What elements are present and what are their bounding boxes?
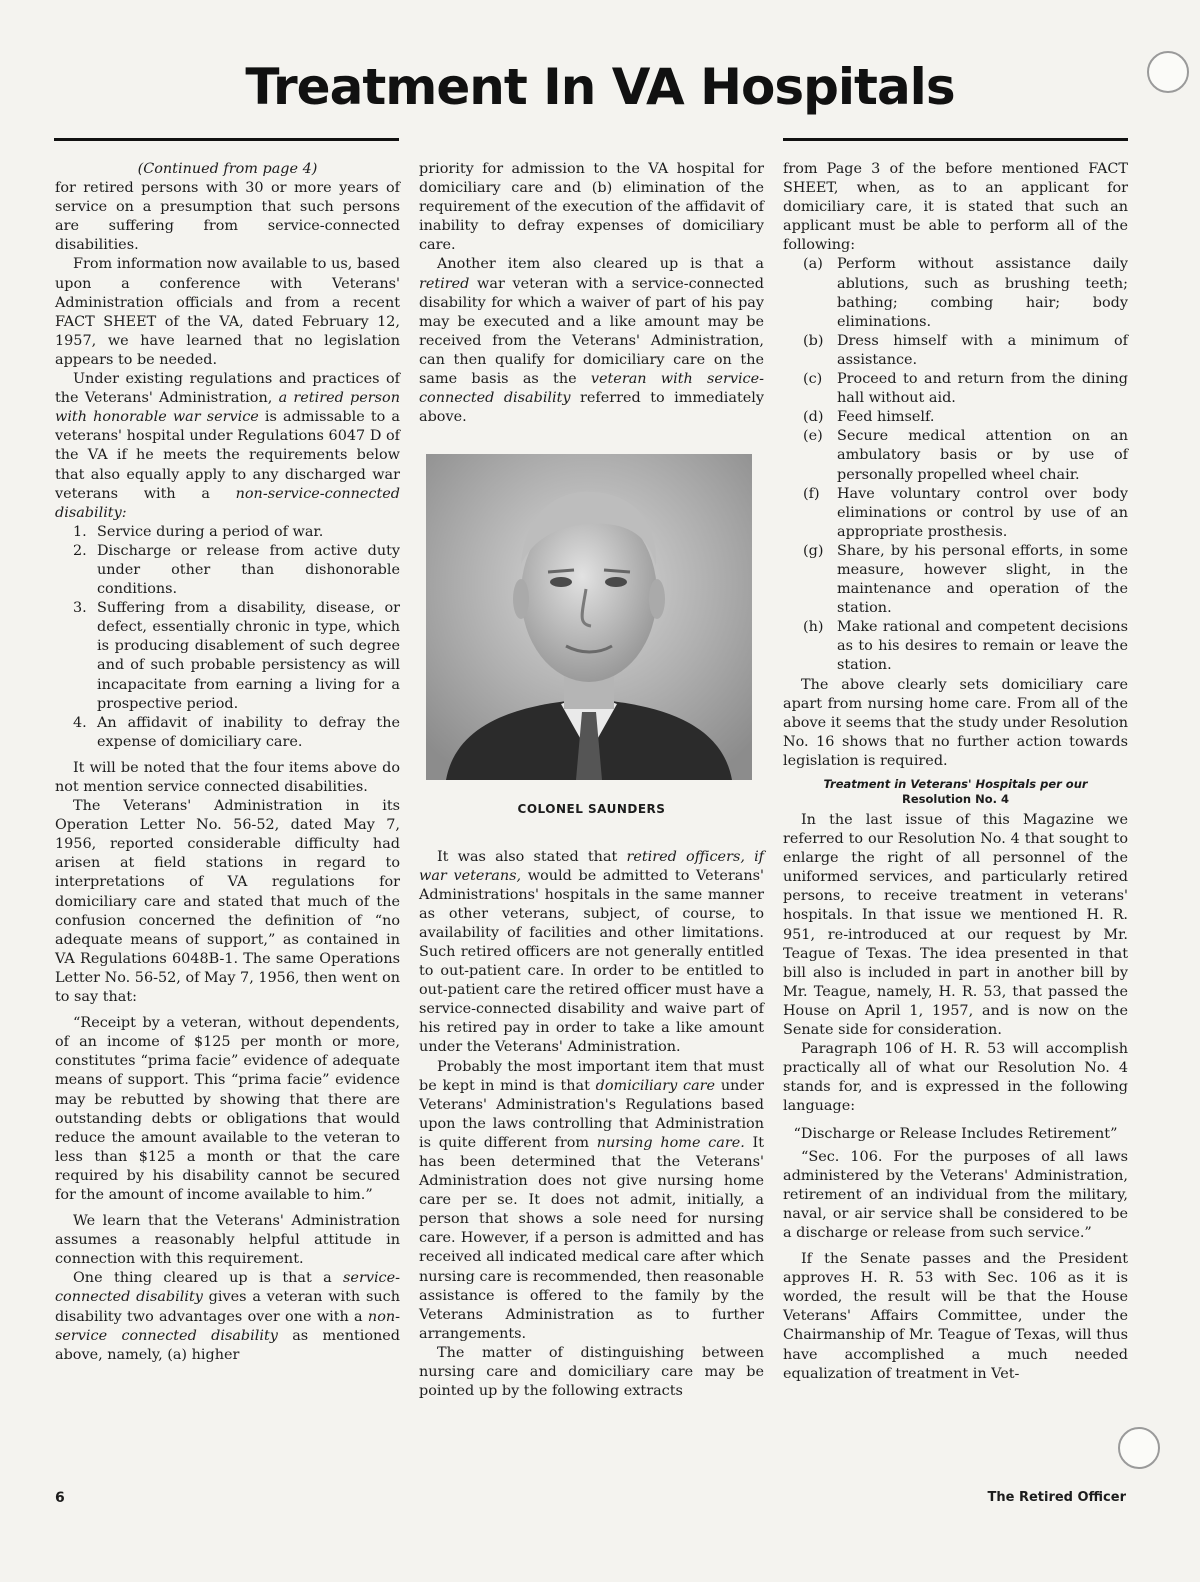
page-title: Treatment In VA Hospitals (245, 58, 955, 116)
list-item: (a) Perform without assistance daily ablutions, such as brushing teeth; bathing; combing hair; body eliminations. (803, 256, 1128, 330)
list-item: 1. Service during a period of war. (73, 523, 324, 540)
section-subhead: Treatment in Veterans' Hospitals per our Resolution No. 4 (823, 777, 1088, 806)
list-item: (b) Dress himself with a minimum of assistance. (803, 332, 1128, 368)
block-quote: “Sec. 106. For the purposes of all laws administered by the Veterans' Administration, retirement of an individual from the military, naval, or air service shall be considered to be a discharge or release from such service.” (783, 1148, 1128, 1241)
list-item: 3. Suffering from a disability, disease, or defect, essentially chronic in type, which is producing disablement of such degree and of such probable persistency as will incapacitate from earning a living for a prospective period. (73, 600, 400, 712)
title-rule-right (783, 138, 1128, 141)
magazine-name: The Retired Officer (987, 1490, 1126, 1505)
page-number: 6 (55, 1490, 65, 1506)
paragraph: The matter of distinguishing between nursing care and domiciliary care may be pointed up by the following extracts (419, 1344, 764, 1400)
paragraph: priority for admission to the VA hospital for domiciliary care and (b) elimination of the requirement of the execution of the affidavit of inability to defray expenses of domiciliary care. (419, 161, 764, 254)
section-title-quote: “Discharge or Release Includes Retirement” (793, 1125, 1118, 1142)
requirements-list (55, 523, 400, 752)
portrait-photo (426, 454, 752, 780)
list-item: (e) Secure medical attention on an ambulatory basis or by use of personally propelled wheel chair. (803, 428, 1128, 483)
paragraph: If the Senate passes and the President approves H. R. 53 with Sec. 106 as it is worded, the result will be that the House Veterans' Affairs Committee, under the Chairmanship of Mr. Teague of Texas, will thus have accomplished a much needed equalization of treatment in Vet- (783, 1251, 1128, 1382)
paragraph: Paragraph 106 of H. R. 53 will accomplish practically all of what our Resolution No. 4 stands for, and is expressed in the following language: (783, 1041, 1128, 1115)
binder-hole-top (1147, 51, 1189, 93)
paragraph: Under existing regulations and practices of the Veterans' Administration, a retired person with honorable war service is admissable to a veterans' hospital under Regulations 6047 D of the VA if he meets the requirements below that also equally apply to any discharged war veterans with a non-service-connected disability: (55, 371, 400, 521)
abilities-list (783, 255, 1128, 675)
paragraph: from Page 3 of the before mentioned FACT SHEET, when, as to an applicant for domiciliary care, it is stated that such an applicant must be able to perform all of the following: (783, 161, 1128, 254)
list-item: 4. An affidavit of inability to defray the expense of domiciliary care. (73, 714, 400, 750)
continued-note: (Continued from page 4) (137, 161, 318, 177)
paragraph: In the last issue of this Magazine we referred to our Resolution No. 4 that sought to enlarge the right of all personnel of the uniformed services, and particularly retired persons, to receive treatment in veterans' hospitals. In that issue we mentioned H. R. 951, re-introduced at our request by Mr. Teague of Texas. The idea presented in that bill also is included in part in another bill by Mr. Teague, namely, H. R. 53, that passed the House on April 1, 1957, and is now on the Senate side for consideration. (783, 812, 1128, 1039)
list-item: 2. Discharge or release from active duty under other than dishonorable conditions. (73, 542, 400, 598)
paragraph: From information now available to us, based upon a conference with Veterans' Administration officials and from a recent FACT SHEET of the VA, dated February 12, 1957, we have learned that no legislation appears to be needed. (55, 256, 400, 368)
article-column-2 (419, 160, 764, 1401)
list-item: (g) Share, by his personal efforts, in some measure, however slight, in the maintenance and operation of the station. (803, 542, 1128, 617)
paragraph: One thing cleared up is that a service-connected disability gives a veteran with such disability two advantages over one with a non-service connected disability as mentioned above, namely, (a) higher (55, 1270, 401, 1363)
binder-hole-bottom (1118, 1427, 1160, 1469)
paragraph: The above clearly sets domiciliary care apart from nursing home care. From all of the above it seems that the study under Resolution No. 16 shows that no further action towards legislation is required. (783, 676, 1128, 769)
article-column-3 (783, 160, 1128, 1384)
list-item: (d) Feed himself. (803, 409, 935, 426)
paragraph: Probably the most important item that must be kept in mind is that domiciliary care under Veterans' Administration's Regulations based upon the laws controlling that Administration is quite different from nursing home care. It has been determined that the Veterans' Administration does not give nursing home care per se. It does not admit, initially, a person that shows a sole need for nursing care. However, if a person is admitted and has received all indicated medical care after which nursing care is recommended, then reasonable assistance is offered to the family by the Veterans Administration as to further arrangements. (419, 1058, 765, 1342)
list-item: (c) Proceed to and return from the dining hall without aid. (803, 371, 1128, 407)
paragraph: for retired persons with 30 or more years of service on a presumption that such persons are suffering from service-connected disabilities. (55, 180, 400, 254)
paragraph: We learn that the Veterans' Administration assumes a reasonably helpful attitude in connection with this requirement. (55, 1213, 400, 1268)
photo-caption: COLONEL SAUNDERS (517, 802, 666, 817)
article-column-1 (55, 160, 400, 1365)
block-quote: “Receipt by a veteran, without dependents, of an income of $125 per month or more, constitutes “prima facie” evidence of adequate means of support. This “prima facie” evidence may be rebutted by showing that there are outstanding debts or obligations that would reduce the amount available to the veteran to less than $125 a month or that the care required by his disability cannot be secured for the amount of income available to him.” (55, 1015, 400, 1203)
paragraph: It was also stated that retired officers, if war veterans, would be admitted to Veterans' Administrations' hospitals in the same manner as other veterans, subject, of course, to availability of facilities and other limitations. Such retired officers are not generally entitled to out-patient care. In order to be entitled to out-patient care the retired officer must have a service-connected disability and waive part of his retired pay in order to take a like amount under the Veterans' Administration. (419, 848, 765, 1056)
title-rule-left (54, 138, 399, 141)
paragraph: The Veterans' Administration in its Operation Letter No. 56-52, dated May 7, 1956, reported considerable difficulty had arisen at field stations in regard to interpretations of VA regulations for domiciliary care and stated that much of the confusion concerned the definition of “no adequate means of support,” as contained in VA Regulations 6048B-1. The same Operations Letter No. 56-52, of May 7, 1956, then went on to say that: (55, 798, 400, 1006)
list-item: (h) Make rational and competent decisions as to his desires to remain or leave the station. (803, 619, 1128, 674)
paragraph: It will be noted that the four items above do not mention service connected disabilities. (55, 759, 400, 795)
list-item: (f) Have voluntary control over body eliminations or control by use of an appropriate prosthesis. (803, 485, 1128, 540)
paragraph: Another item also cleared up is that a retired war veteran with a service-connected disability for which a waiver of part of his pay may be executed and a like amount may be received from the Veterans' Administration, can then qualify for domiciliary care on the same basis as the veteran with service-connected disability referred to immediately above. (419, 256, 764, 426)
